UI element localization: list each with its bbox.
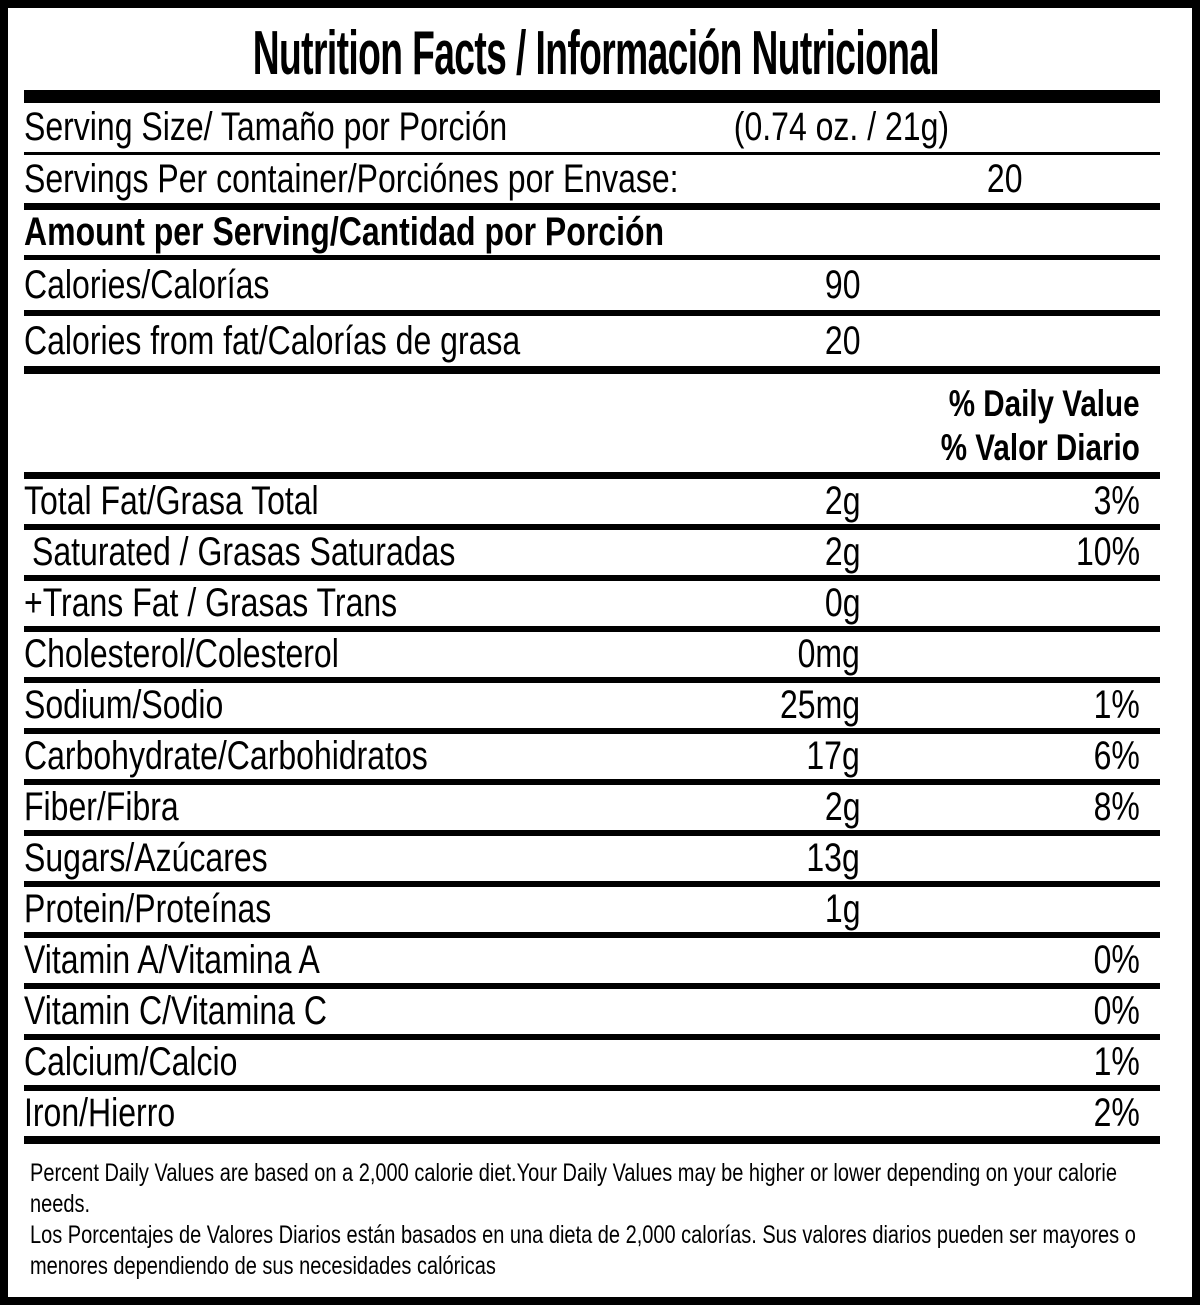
nutrient-label xyxy=(24,581,680,626)
nutrient-dv xyxy=(860,938,1160,983)
footnote-en: Percent Daily Values are based on a 2,000 calorie diet.Your Daily Values may be higher or lower depending on your calorie needs. xyxy=(30,1159,1117,1218)
nutrient-dv xyxy=(860,683,1160,728)
nutrient-amount xyxy=(680,938,860,983)
nutrient-amount xyxy=(680,887,860,932)
nutrient-dv xyxy=(860,734,1160,779)
page-title xyxy=(24,18,1160,90)
nutrient-label xyxy=(24,1091,680,1136)
nutrient-label-text: Sodium/Sodio xyxy=(24,683,224,727)
calories-value xyxy=(680,263,860,308)
nutrient-amount-text: 25mg xyxy=(779,683,860,727)
nutrient-dv-text: 6% xyxy=(1093,734,1140,778)
servings-per-container-value xyxy=(842,157,1022,202)
nutrient-dv xyxy=(860,479,1160,524)
calories-from-fat-label-text: Calories from fat/Calorías de grasa xyxy=(24,318,521,363)
nutrient-amount xyxy=(680,989,860,1034)
nutrient-dv xyxy=(860,785,1160,830)
nutrient-label-text: Iron/Hierro xyxy=(24,1091,176,1135)
title-divider xyxy=(24,90,1160,103)
nutrient-label xyxy=(24,989,680,1034)
nutrient-label xyxy=(24,938,680,983)
nutrient-label-text: Saturated / Grasas Saturadas xyxy=(32,530,456,574)
nutrient-amount xyxy=(680,683,860,728)
nutrient-dv-text: 8% xyxy=(1093,785,1140,829)
calories-row xyxy=(24,260,1160,316)
nutrient-dv xyxy=(860,836,1160,881)
nutrient-label xyxy=(24,785,680,830)
nutrient-dv-text: 1% xyxy=(1093,683,1140,727)
calories-from-fat-value xyxy=(680,319,860,364)
nutrient-dv xyxy=(860,1091,1160,1136)
nutrient-label xyxy=(24,683,680,728)
table-row-vitamin-c xyxy=(24,989,1160,1040)
nutrient-label-text: Carbohydrate/Carbohidratos xyxy=(24,734,428,778)
nutrient-amount xyxy=(680,1091,860,1136)
nutrient-label xyxy=(24,530,680,575)
nutrient-amount-text: 2g xyxy=(824,479,860,523)
table-row-saturated-fat xyxy=(24,530,1160,581)
nutrient-label-text: Vitamin C/Vitamina C xyxy=(24,989,327,1033)
serving-size-label xyxy=(24,105,680,150)
nutrient-amount xyxy=(680,836,860,881)
serving-size-label-text: Serving Size/ Tamaño por Porción xyxy=(24,105,508,149)
nutrient-dv-text: 2% xyxy=(1093,1091,1140,1135)
servings-per-container-label-text: Servings Per container/Porciónes por Envase: xyxy=(24,156,679,201)
nutrient-label xyxy=(24,1040,680,1085)
table-row-carbohydrate xyxy=(24,734,1160,785)
calories-label-text: Calories/Calorías xyxy=(24,262,270,307)
nutrient-amount xyxy=(680,734,860,779)
nutrient-amount-text: 2g xyxy=(824,785,860,829)
servings-per-container-label xyxy=(24,157,842,202)
table-row-cholesterol xyxy=(24,632,1160,683)
daily-value-header xyxy=(24,374,1160,479)
nutrient-dv-text: 0% xyxy=(1093,989,1140,1033)
nutrient-dv-text: 10% xyxy=(1075,530,1140,574)
footnote-inner xyxy=(30,1158,1166,1282)
calories-label xyxy=(24,263,680,308)
nutrient-label-text: Cholesterol/Colesterol xyxy=(24,632,339,676)
nutrient-amount-text: 13g xyxy=(806,836,860,880)
table-row-sodium xyxy=(24,683,1160,734)
footnote xyxy=(24,1144,1160,1282)
nutrient-amount xyxy=(680,1040,860,1085)
nutrient-dv xyxy=(860,989,1160,1034)
nutrient-dv xyxy=(860,581,1160,626)
calories-from-fat-label xyxy=(24,319,680,364)
daily-value-header-es xyxy=(24,426,1160,470)
nutrient-dv xyxy=(860,632,1160,677)
table-row-sugars xyxy=(24,836,1160,887)
nutrient-dv xyxy=(860,887,1160,932)
nutrient-label-text: Total Fat/Grasa Total xyxy=(24,479,319,523)
nutrient-label-text: Protein/Proteínas xyxy=(24,887,272,931)
nutrient-label xyxy=(24,887,680,932)
calories-value-text: 90 xyxy=(824,262,860,307)
amount-per-serving-header-label xyxy=(24,210,1160,255)
amount-per-serving-header-text: Amount per Serving/Cantidad por Porción xyxy=(24,210,665,254)
table-row-calcium xyxy=(24,1040,1160,1091)
nutrient-label-text: Fiber/Fibra xyxy=(24,785,179,829)
nutrient-amount xyxy=(680,479,860,524)
nutrient-label xyxy=(24,632,680,677)
nutrient-amount xyxy=(680,530,860,575)
nutrient-amount-text: 0g xyxy=(824,581,860,625)
table-row-iron xyxy=(24,1091,1160,1144)
table-row-protein xyxy=(24,887,1160,938)
nutrient-amount-text: 1g xyxy=(824,887,860,931)
daily-value-header-en-text: % Daily Value xyxy=(949,383,1140,424)
nutrient-label-text: Sugars/Azúcares xyxy=(24,836,268,880)
nutrient-label xyxy=(24,836,680,881)
nutrient-amount xyxy=(680,785,860,830)
nutrient-label-text: Vitamin A/Vitamina A xyxy=(24,938,320,982)
nutrient-label-text: +Trans Fat / Grasas Trans xyxy=(24,581,398,625)
nutrient-label xyxy=(24,734,680,779)
serving-size-value-text: (0.74 oz. / 21g) xyxy=(733,105,950,149)
nutrient-dv xyxy=(860,530,1160,575)
page-title-text: Nutrition Facts / Información Nutricional xyxy=(252,19,940,88)
calories-from-fat-value-text: 20 xyxy=(824,318,860,363)
calories-from-fat-row xyxy=(24,316,1160,374)
nutrient-label-text: Calcium/Calcio xyxy=(24,1040,238,1084)
table-row-fiber xyxy=(24,785,1160,836)
servings-per-container-row xyxy=(24,155,1160,210)
nutrient-label xyxy=(24,479,680,524)
nutrient-amount xyxy=(680,581,860,626)
nutrient-dv-text: 0% xyxy=(1093,938,1140,982)
amount-per-serving-header xyxy=(24,210,1160,260)
table-row-total-fat xyxy=(24,479,1160,530)
nutrient-dv-text: 3% xyxy=(1093,479,1140,523)
serving-size-value xyxy=(680,105,950,150)
daily-value-header-es-text: % Valor Diario xyxy=(940,427,1140,468)
nutrient-amount-text: 0mg xyxy=(797,632,860,676)
daily-value-header-en xyxy=(24,382,1160,426)
nutrient-amount-text: 17g xyxy=(806,734,860,778)
table-row-trans-fat xyxy=(24,581,1160,632)
nutrient-amount xyxy=(680,632,860,677)
footnote-es: Los Porcentajes de Valores Diarios están basados en una dieta de 2,000 calorías. Sus valores diarios pueden ser mayores o menores dependiendo de sus necesidades calóricas xyxy=(30,1221,1136,1280)
serving-size-row xyxy=(24,103,1160,155)
nutrient-dv-text: 1% xyxy=(1093,1040,1140,1084)
nutrient-amount-text: 2g xyxy=(824,530,860,574)
nutrient-dv xyxy=(860,1040,1160,1085)
servings-per-container-value-text: 20 xyxy=(986,156,1023,201)
table-row-vitamin-a xyxy=(24,938,1160,989)
